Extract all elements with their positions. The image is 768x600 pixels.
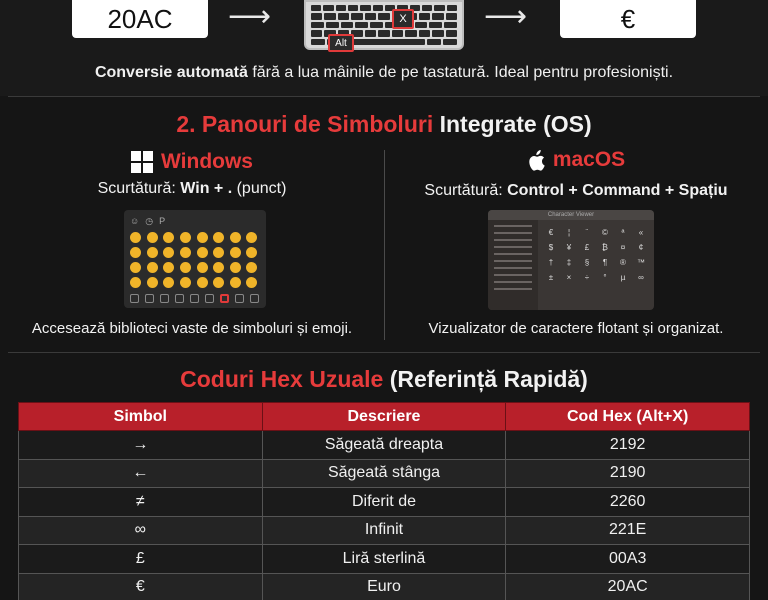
hex-section-title: Coduri Hex Uzuale (Referință Rapidă) <box>180 366 588 392</box>
column-header-hex: Cod Hex (Alt+X) <box>506 403 750 431</box>
character-glyph: × <box>566 273 572 282</box>
hex-code-box <box>72 0 208 38</box>
hex-cell: 2260 <box>506 488 750 517</box>
table-row <box>19 488 750 517</box>
table-row <box>19 573 750 600</box>
character-glyph: § <box>584 258 590 267</box>
description-cell: Săgeată stânga <box>262 459 506 488</box>
windows-logo-icon <box>131 151 153 173</box>
emoji-panel-tab-label: P <box>159 216 166 226</box>
character-glyph: ‡ <box>566 258 572 267</box>
hex-cell: 20AC <box>506 573 750 600</box>
table-header-row <box>19 403 750 431</box>
character-glyph: ₿ <box>602 243 608 252</box>
character-glyph: ° <box>603 273 607 282</box>
omega-symbols-icon <box>220 294 229 303</box>
character-glyph: ÷ <box>584 273 590 282</box>
windows-column <box>0 148 384 348</box>
description-cell: Infinit <box>262 516 506 545</box>
character-glyph: ∞ <box>638 273 644 282</box>
description-cell: Săgeată dreapta <box>262 431 506 460</box>
emoji-grid <box>130 232 260 288</box>
character-glyph: µ <box>620 273 626 282</box>
character-glyph: ™ <box>637 258 645 267</box>
symbol-cell: → <box>19 431 263 460</box>
character-glyph: « <box>638 228 644 237</box>
character-glyph: † <box>548 258 554 267</box>
hex-cell: 221E <box>506 516 750 545</box>
windows-heading: Windows <box>131 150 253 174</box>
character-glyph: © <box>602 228 608 237</box>
macos-column <box>384 148 768 348</box>
table-row <box>19 545 750 574</box>
euro-symbol: € <box>620 3 636 34</box>
panels-section-title: 2. Panouri de Simboluri Integrate (OS) <box>176 111 592 137</box>
section-divider <box>8 96 760 97</box>
character-glyph: ¶ <box>602 258 608 267</box>
description-cell: Liră sterlină <box>262 545 506 574</box>
section-divider <box>8 352 760 353</box>
character-viewer-sidebar <box>488 220 538 310</box>
character-glyph: $ <box>548 243 554 252</box>
character-glyph: ± <box>548 273 554 282</box>
symbol-cell: ← <box>19 459 263 488</box>
character-glyph: ª <box>621 228 625 237</box>
apple-logo-icon <box>527 150 545 171</box>
hex-cell: 2192 <box>506 431 750 460</box>
character-viewer-grid <box>544 228 648 282</box>
arrow-right-icon: ⟶ <box>484 0 528 33</box>
emoji-tab-icon: ☺ <box>130 216 140 226</box>
character-viewer-title: Character Viewer <box>488 210 654 220</box>
arrow-right-icon: ⟶ <box>228 0 272 33</box>
symbol-cell: € <box>19 573 263 600</box>
character-glyph: € <box>548 228 554 237</box>
windows-description: Accesează biblioteci vaste de simboluri și emoji. <box>31 320 353 337</box>
recent-tab-icon: ◷ <box>145 216 154 226</box>
column-header-symbol: Simbol <box>19 403 263 431</box>
table-row <box>19 459 750 488</box>
symbol-cell: ≠ <box>19 488 263 517</box>
character-glyph: ¥ <box>566 243 572 252</box>
symbol-cell: £ <box>19 545 263 574</box>
emoji-category-bar <box>130 294 260 303</box>
macos-character-viewer <box>488 210 654 310</box>
hex-codes-table <box>18 402 750 600</box>
column-header-description: Descriere <box>262 403 506 431</box>
macos-heading: macOS <box>527 148 625 172</box>
windows-emoji-panel <box>124 210 266 308</box>
hex-code-text: 20AC <box>107 3 173 34</box>
description-cell: Euro <box>262 573 506 600</box>
hex-cell: 00A3 <box>506 545 750 574</box>
character-glyph: £ <box>584 243 590 252</box>
character-glyph: ¨ <box>585 228 589 237</box>
table-row <box>19 516 750 545</box>
character-glyph: ¦ <box>567 228 571 237</box>
table-row <box>19 431 750 460</box>
character-glyph: ¢ <box>638 243 644 252</box>
character-glyph: ¤ <box>620 243 626 252</box>
euro-result-box <box>560 0 696 38</box>
symbol-cell: ∞ <box>19 516 263 545</box>
macos-description: Vizualizator de caractere flotant și organizat. <box>428 320 724 337</box>
macos-shortcut: Scurtătură: Control + Command + Spațiu <box>424 181 728 199</box>
character-glyph: ® <box>620 258 626 267</box>
hex-cell: 2190 <box>506 459 750 488</box>
description-cell: Diferit de <box>262 488 506 517</box>
windows-shortcut: Scurtătură: Win + . (punct) <box>97 180 287 197</box>
key-alt-highlight: Alt <box>328 34 354 52</box>
key-x-highlight: X <box>392 9 414 29</box>
conversion-caption: Conversie automată fără a lua mâinile de pe tastatură. Ideal pentru profesioniști. <box>94 64 674 81</box>
